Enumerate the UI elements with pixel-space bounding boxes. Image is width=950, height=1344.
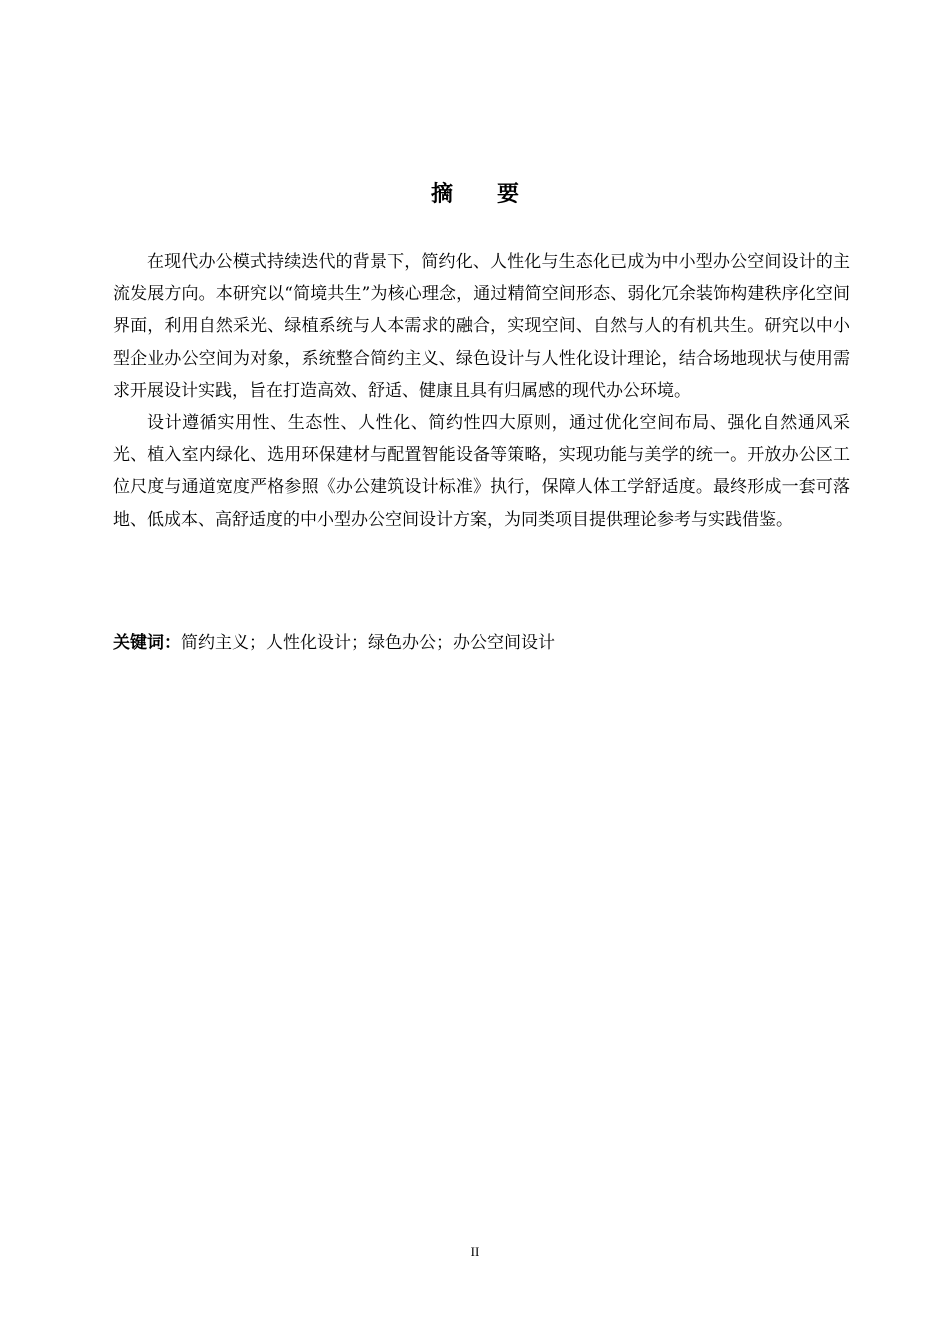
- page-title: [0, 178, 950, 212]
- abstract-body: [113, 246, 850, 536]
- abstract-paragraph-2: 设计遵循实用性、生态性、人性化、简约性四大原则，通过优化空间布局、强化自然通风采光、植入室内绿化、选用环保建材与配置智能设备等策略，实现功能与美学的统一。开放办公区工位尺度与通道宽度严格参照《办公建筑设计标准》执行，保障人体工学舒适度。最终形成一套可落地、低成本、高舒适度的中小型办公空间设计方案，为同类项目提供理论参考与实践借鉴。: [113, 413, 850, 530]
- page-number: II: [470, 1244, 480, 1259]
- title-char-2: 要: [497, 182, 520, 207]
- keywords-text: 简约主义；人性化设计；绿色办公；办公空间设计: [181, 633, 555, 653]
- keywords-label: 关键词：: [113, 633, 181, 653]
- abstract-paragraph-1: 在现代办公模式持续迭代的背景下，简约化、人性化与生态化已成为中小型办公空间设计的主流发展方向。本研究以“简境共生”为核心理念，通过精简空间形态、弱化冗余装饰构建秩序化空间界面，利用自然采光、绿植系统与人本需求的融合，实现空间、自然与人的有机共生。研究以中小型企业办公空间为对象，系统整合简约主义、绿色设计与人性化设计理论，结合场地现状与使用需求开展设计实践，旨在打造高效、舒适、健康且具有归属感的现代办公环境。: [113, 252, 850, 401]
- keywords-line: [113, 627, 850, 659]
- title-char-1: 摘: [430, 182, 453, 207]
